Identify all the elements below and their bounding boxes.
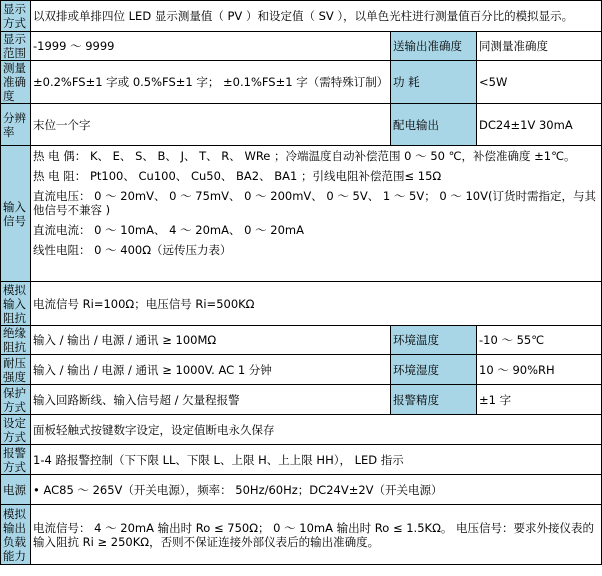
protection-label: 保护方式 bbox=[1, 385, 31, 415]
display-label: 显示方式 bbox=[1, 1, 31, 32]
row-impedance bbox=[1, 282, 602, 326]
load-value: 电流信号： 4 ～ 20mA 输出时 Ro ≤ 750Ω； 0 ～ 10mA 输出时 Ro ≤ 1.5KΩ。 电压信号：要求外接仪表的输入阻抗 Ri ≥ 250KΩ，否则不保证连接外部仪表后的输出准确度。 bbox=[31, 505, 602, 565]
resolution-label: 分辨率 bbox=[1, 104, 31, 146]
row-insulation bbox=[1, 326, 602, 355]
withstand-label: 耐压强度 bbox=[1, 355, 31, 385]
ambient-humidity-label: 环境湿度 bbox=[391, 355, 477, 385]
dc-current-text: 直流电流： 0 ～ 10mA、 4 ～ 20mA、 0 ～ 20mA bbox=[33, 223, 304, 237]
accuracy-value: ±0.2%FS±1 字或 0.5%FS±1 字； ±0.1%FS±1 字（需特殊订制） bbox=[31, 61, 391, 104]
protection-value: 输入回路断线、输入信号超 / 欠量程报警 bbox=[31, 385, 391, 415]
row-protection bbox=[1, 385, 602, 415]
alarm-value: 1-4 路报警控制（下下限 LL、下限 L、上限 H、上上限 HH）， LED 指示 bbox=[31, 445, 602, 475]
row-withstand bbox=[1, 355, 602, 385]
ambient-humidity-value: 10 ～ 90%RH bbox=[477, 355, 602, 385]
impedance-value: 电流信号 Ri=100Ω；电压信号 Ri=500KΩ bbox=[31, 282, 602, 326]
resolution-value: 末位一个字 bbox=[31, 104, 391, 146]
withstand-value: 输入 / 输出 / 电源 / 通讯 ≥ 1000V. AC 1 分钟 bbox=[31, 355, 391, 385]
transmit-accuracy-label: 送输出准确度 bbox=[391, 32, 477, 61]
insulation-value: 输入 / 输出 / 电源 / 通讯 ≥ 100MΩ bbox=[31, 326, 391, 355]
row-setting bbox=[1, 415, 602, 445]
setting-label: 设定方式 bbox=[1, 415, 31, 445]
rtd-text: 热 电 阻： Pt100、 Cu100、 Cu50、 BA2、 BA1 ；引线电阻补偿范围≤ 15Ω bbox=[33, 169, 442, 183]
row-input bbox=[1, 146, 602, 282]
input-value bbox=[31, 146, 602, 282]
accuracy-label: 测量准确度 bbox=[1, 61, 31, 104]
impedance-label: 模拟输入阻抗 bbox=[1, 282, 31, 326]
dc-voltage-text: 直流电压： 0 ～ 20mV、 0 ～ 75mV、 0 ～ 200mV、 0 ～ 5V、 1 ～ 5V； 0 ～ 10V(订货时需指定，与其他信号不兼容 ) bbox=[33, 189, 596, 217]
row-alarm bbox=[1, 445, 602, 475]
range-label: 显示范围 bbox=[1, 32, 31, 61]
row-load bbox=[1, 505, 602, 565]
alarm-accuracy-label: 报警精度 bbox=[391, 385, 477, 415]
display-value: 以双排或单排四位 LED 显示测量值（ PV ）和设定值（ SV ），以单色光柱进行测量值百分比的模拟显示。 bbox=[31, 1, 602, 32]
row-power bbox=[1, 475, 602, 505]
power-consumption-value: <5W bbox=[477, 61, 602, 104]
row-resolution bbox=[1, 104, 602, 146]
row-accuracy bbox=[1, 61, 602, 104]
range-value: -1999 ～ 9999 bbox=[31, 32, 391, 61]
ambient-temp-label: 环境温度 bbox=[391, 326, 477, 355]
thermocouple-text: 热 电 偶： K、 E、 S、 B、 J、 T、 R、 WRe ；冷端温度自动补偿范围 0 ～ 50 ℃，补偿准确度 ±1℃。 bbox=[33, 149, 576, 163]
input-label: 输入信号 bbox=[1, 146, 31, 282]
row-display bbox=[1, 1, 602, 32]
setting-value: 面板轻触式按键数字设定，设定值断电永久保存 bbox=[31, 415, 602, 445]
alarm-label: 报警方式 bbox=[1, 445, 31, 475]
insulation-label: 绝缘阻抗 bbox=[1, 326, 31, 355]
power-consumption-label: 功 耗 bbox=[391, 61, 477, 104]
power-value: • AC85 ～ 265V（开关电源），频率： 50Hz/60Hz；DC24V±2V（开关电源） bbox=[31, 475, 602, 505]
power-label: 电源 bbox=[1, 475, 31, 505]
load-label: 模拟输出负载能力 bbox=[1, 505, 31, 565]
ambient-temp-value: -10 ～ 55℃ bbox=[477, 326, 602, 355]
linear-resistance-text: 线性电阻： 0 ～ 400Ω（远传压力表） bbox=[33, 243, 232, 257]
power-output-label: 配电输出 bbox=[391, 104, 477, 146]
transmit-accuracy-value: 同测量准确度 bbox=[477, 32, 602, 61]
alarm-accuracy-value: ±1 字 bbox=[477, 385, 602, 415]
power-output-value: DC24±1V 30mA bbox=[477, 104, 602, 146]
row-range bbox=[1, 32, 602, 61]
